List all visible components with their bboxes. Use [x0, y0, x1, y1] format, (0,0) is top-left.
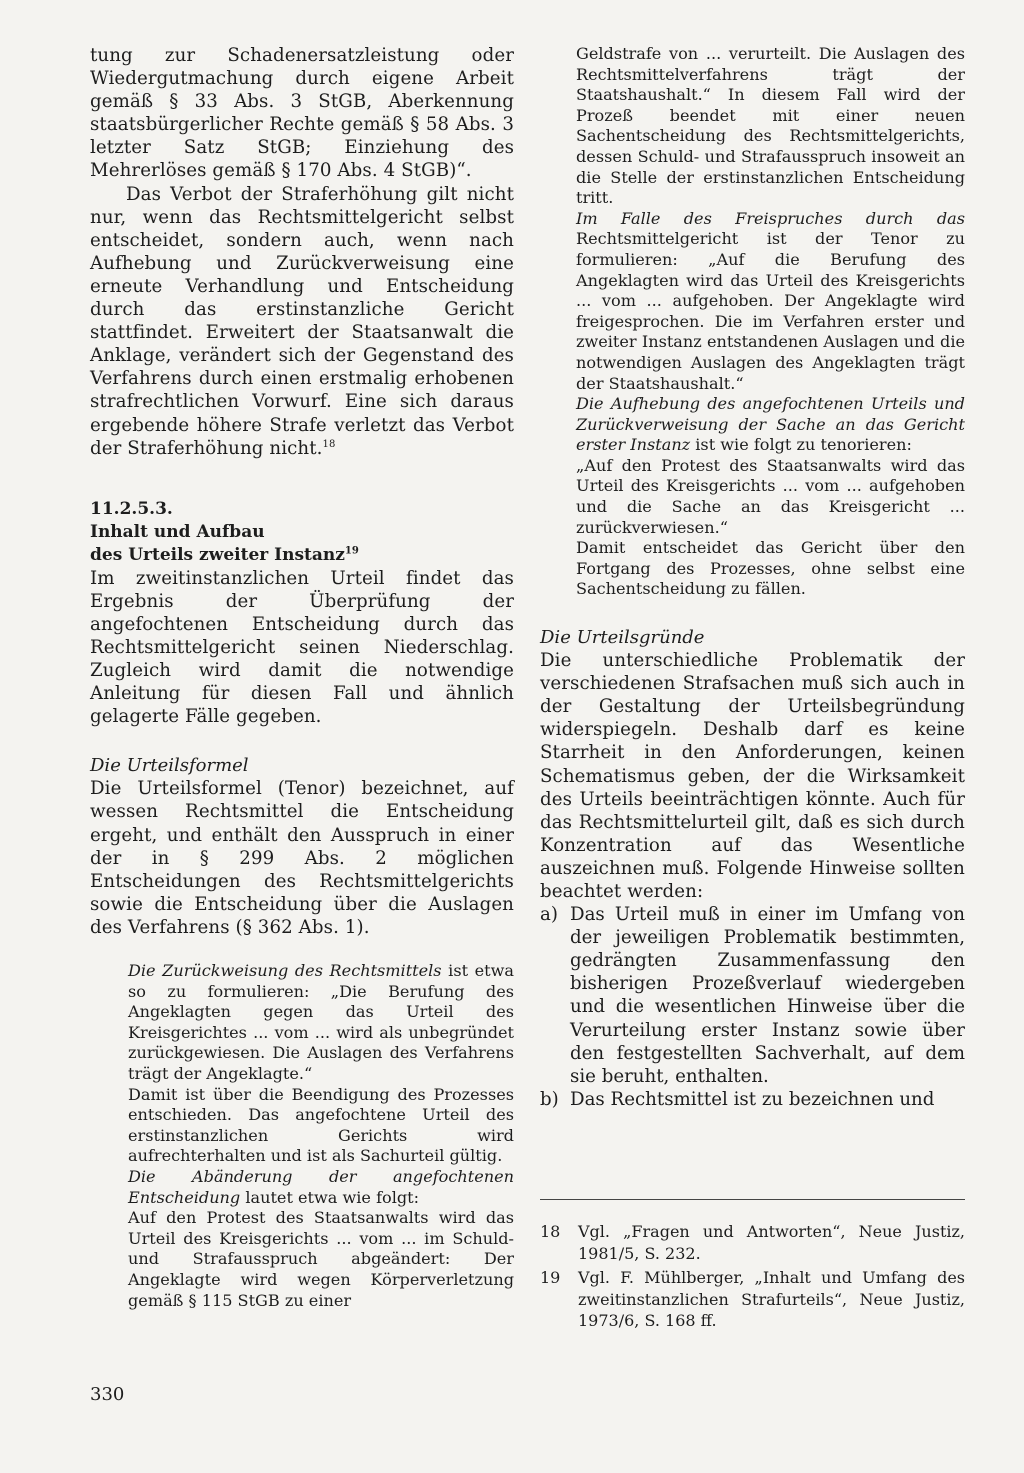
- right-column: [540, 44, 965, 1111]
- example-text: lautet etwa wie folgt:: [240, 1187, 420, 1207]
- example-paragraph: [576, 394, 965, 456]
- example-lead: Die Abänderung der angefochtenen Entscheidung: [128, 1166, 514, 1207]
- list-text: Das Rechtsmittel ist zu bezeichnen und: [570, 1088, 935, 1110]
- example-lead: Im Falle des Freispruches durch das: [576, 208, 965, 228]
- example-text: Rechtsmittelgericht ist der Tenor zu formulieren: „Auf die Berufung des Angeklagten wird das Urteil des Kreisgerichts ... vom ... aufgehoben. Der Angeklagte wird freigesprochen. Die im Verfahren erster und zweiter Instanz entstandenen Auslagen und die notwendigen Auslagen des Angeklagten trägt der Staatshaushalt.“: [576, 229, 965, 393]
- footnote-text: Vgl. „Fragen und Antworten“, Neue Justiz, 1981/5, S. 232.: [578, 1222, 965, 1263]
- example-paragraph: [576, 209, 965, 394]
- footnote: [540, 1267, 965, 1332]
- paragraph: Im zweitinstanzlichen Urteil findet das Ergebnis der Überprüfung der angefochtenen Entscheidung durch das Rechtsmittelgericht seinen Niederschlag. Zugleich wird damit die notwendige Anleitung für diesen Fall und ähnlich gelagerte Fälle gegeben.: [90, 567, 514, 728]
- list-text: Das Urteil muß in einer im Umfang von der jeweiligen Problematik bestimmten, gedrängten Zusammenfassung den bisherigen Prozeßverlauf wiedergeben und die wesentlichen Hinweise über die Verurteilung erster Instanz sowie über den festgestellten Sachverhalt, auf dem sie beruht, enthalten.: [570, 904, 965, 1087]
- paragraph: tung zur Schadenersatzleistung oder Wiedergutmachung durch eigene Arbeit gemäß § 33 Abs. 3 StGB, Aberkennung staatsbürgerlicher Rechte gemäß § 58 Abs. 3 letzter Satz StGB; Einziehung des Mehrerlöses gemäß § 170 Abs. 4 StGB)“.: [90, 45, 514, 182]
- footnote-ref[interactable]: 19: [344, 545, 359, 557]
- example-paragraph: „Auf den Protest des Staatsanwalts wird das Urteil des Kreisgerichts ... vom ... aufgehoben und die Sache an das Kreisgericht ... zurückverwiesen.“: [576, 455, 965, 537]
- example-text: ist etwa so zu formulieren: „Die Berufung des Angeklagten gegen das Urteil des Kreisgerichtes ... vom ... wird als unbegründet zurückgewiesen. Die Auslagen des Verfahrens trägt der Angeklagte.“: [128, 961, 515, 1083]
- footnote-text: Vgl. F. Mühlberger, „Inhalt und Umfang des zweitinstanzlichen Strafurteils“, Neue Justiz, 1973/6, S. 168 ff.: [578, 1268, 965, 1330]
- left-column: [90, 44, 514, 1311]
- example-lead: Die Aufhebung des angefochtenen Urteils und Zurückverweisung der Sache an das Gericht erster Instanz: [576, 394, 965, 455]
- section-title: [90, 544, 514, 567]
- example-text: ist wie folgt zu tenorieren:: [690, 435, 912, 455]
- example-paragraph: Auf den Protest des Staatsanwalts wird das Urteil des Kreisgerichts ... vom ... im Schuld- und Strafausspruch abgeändert: Der Angeklagte wird wegen Körperverletzung gemäß § 115 StGB zu einer: [128, 1208, 514, 1310]
- example-block: [128, 961, 514, 1311]
- example-paragraph: [128, 961, 514, 1085]
- list-marker: b): [540, 1088, 559, 1110]
- section-number: 11.2.5.3.: [90, 498, 173, 519]
- section-title-text: des Urteils zweiter Instanz: [90, 544, 345, 565]
- page-number: 330: [90, 1384, 125, 1405]
- paragraph: Die Urteilsformel (Tenor) bezeichnet, auf wessen Rechtsmittel die Entscheidung ergeht, und enthält den Ausspruch in einer der in § 299 Abs. 2 möglichen Entscheidungen des Rechtsmittelgerichts sowie die Entscheidung über die Auslagen des Verfahrens (§ 362 Abs. 1).: [90, 778, 514, 938]
- footnote: [540, 1221, 965, 1264]
- footnote-divider: [540, 1199, 965, 1200]
- list-item: [540, 903, 965, 1088]
- subheading: Die Urteilsformel: [90, 755, 249, 777]
- example-paragraph: [128, 1167, 514, 1208]
- list-item: [540, 1088, 965, 1111]
- example-paragraph: Geldstrafe von ... verurteilt. Die Auslagen des Rechtsmittelverfahrens trägt der Staatshaushalt.“ In diesem Fall wird der Prozeß beendet mit einer neuen Sachentscheidung des Rechtsmittelgerichts, dessen Schuld- und Strafausspruch insoweit an die Stelle der erstinstanzlichen Entscheidung tritt.: [576, 44, 965, 208]
- example-lead: Die Zurückweisung des Rechtsmittels: [128, 961, 442, 980]
- subheading: Die Urteilsgründe: [540, 627, 705, 649]
- footnote-number: 19: [540, 1268, 561, 1287]
- footnotes: [540, 1221, 965, 1335]
- example-block: [576, 44, 965, 600]
- hint-list: [540, 903, 965, 1111]
- paragraph: Die unterschiedliche Problematik der verschiedenen Strafsachen muß sich auch in der Gestaltung der Urteilsbegründung widerspiegeln. Deshalb darf es keine Starrheit in den Anforderungen, keinen Schematismus geben, der die Wirksamkeit des Urteils beeinträchtigen könnte. Auch für das Rechtsmittelurteil gilt, daß es sich durch Konzentration auf das Wesentliche auszeichnen muß. Folgende Hinweise sollten beachtet werden:: [540, 650, 965, 902]
- example-paragraph: Damit ist über die Beendigung des Prozesses entschieden. Das angefochtene Urteil des erstinstanzlichen Gerichts wird aufrechterhalten und ist als Sachurteil gültig.: [128, 1084, 514, 1166]
- list-marker: a): [540, 904, 558, 926]
- example-paragraph: Damit entscheidet das Gericht über den Fortgang des Prozesses, ohne selbst eine Sachentscheidung zu fällen.: [576, 538, 965, 599]
- paragraph-text: Das Verbot der Straferhöhung gilt nicht nur, wenn das Rechtsmittelgericht selbst entscheidet, sondern auch, wenn nach Aufhebung und Zurückverweisung eine erneute Verhandlung und Entscheidung durch das erstinstanzliche Gericht stattfindet. Erweitert der Staatsanwalt die Anklage, verändert sich der Gegenstand des Verfahrens durch einen erstmalig erhobenen strafrechtlichen Vorwurf. Eine sich daraus ergebende höhere Strafe verletzt das Verbot der Straferhöhung nicht.: [90, 183, 514, 459]
- footnote-ref[interactable]: 18: [322, 438, 336, 450]
- paragraph: [90, 183, 514, 460]
- footnote-number: 18: [540, 1222, 561, 1241]
- section-title: Inhalt und Aufbau: [90, 521, 265, 542]
